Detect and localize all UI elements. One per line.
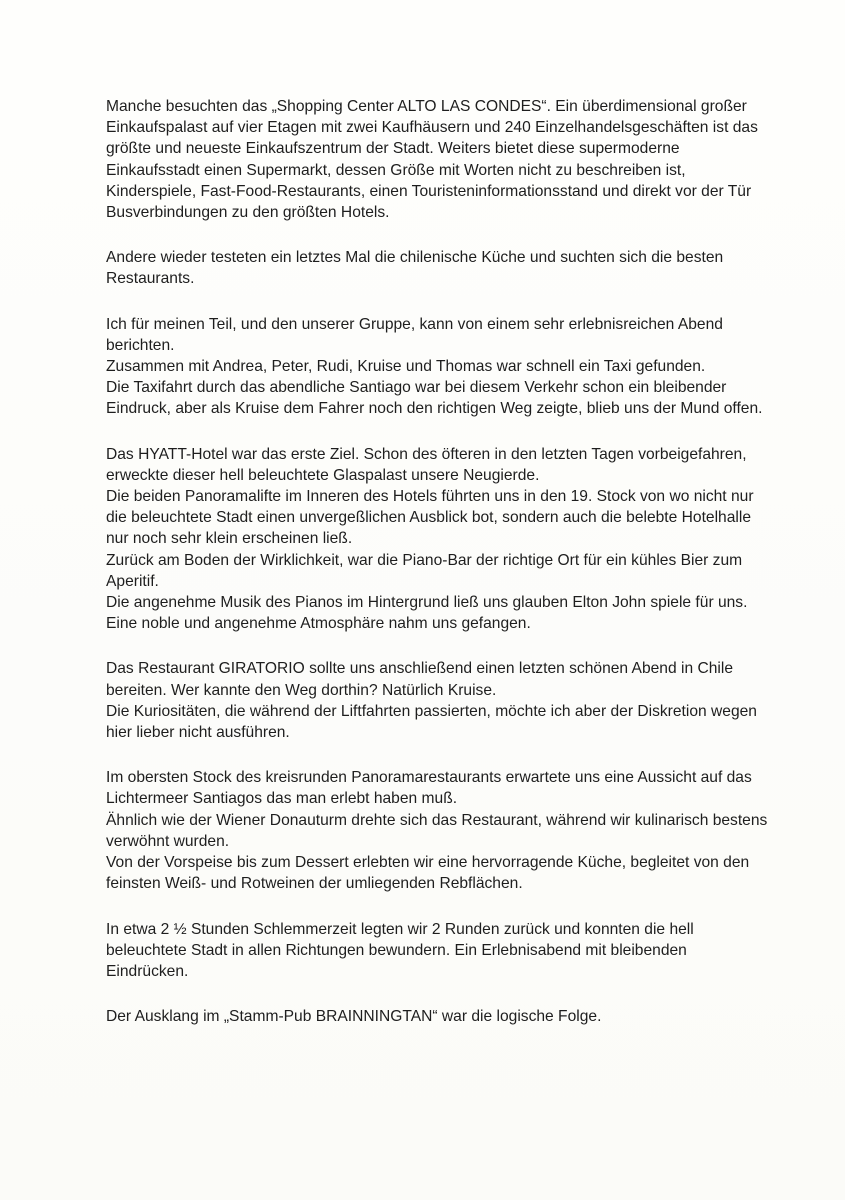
text-line: Zusammen mit Andrea, Peter, Rudi, Kruise und Thomas war schnell ein Taxi gefunden. xyxy=(106,358,706,376)
text-line: Zurück am Boden der Wirklichkeit, war die Piano-Bar der richtige Ort für ein kühles Bier zum Aperitif. xyxy=(106,551,743,590)
text-line: Das HYATT-Hotel war das erste Ziel. Schon des öfteren in den letzten Tagen vorbeigefahren, erweckte dieser hell beleuchtete Glaspalast unsere Neugierde. xyxy=(106,445,747,484)
paragraph-panorama-restaurant xyxy=(106,767,770,894)
paragraph-closing-pub xyxy=(106,1006,770,1027)
text-line: Ähnlich wie der Wiener Donauturm drehte sich das Restaurant, während wir kulinarisch bestens verwöhnt wurden. xyxy=(106,811,768,850)
document-body xyxy=(106,96,770,1051)
paragraph-chilean-cuisine xyxy=(106,247,770,289)
text-line: Die Kuriositäten, die während der Liftfahrten passierten, möchte ich aber der Diskretion wegen hier lieber nicht ausführen. xyxy=(106,702,757,742)
text-line: Manche besuchten das „Shopping Center ALTO LAS CONDES“. Ein überdimensional großer Einkaufspalast auf vier Etagen mit zwei Kaufhäusern und 240 Einzelhandelsgeschäften ist das größte und neueste Einkaufszentrum der Stadt. Weiters bietet diese supermoderne Einkaufsstadt einen Supermarkt, dessen Größe mit Worten nicht zu beschreiben ist, Kinderspiele, Fast-Food-Restaurants, einen Touristeninformationsstand und direkt vor der Tür Busverbindungen zu den größten Hotels. xyxy=(106,98,758,222)
paragraph-restaurant-giratorio xyxy=(106,658,770,743)
text-line: Die Taxifahrt durch das abendliche Santiago war bei diesem Verkehr schon ein bleibender Eindruck, aber als Kruise dem Fahrer noch den richtigen Weg zeigte, blieb uns der Mund offen. xyxy=(106,379,763,418)
paragraph-dining-duration xyxy=(106,919,770,983)
paragraph-shopping-center xyxy=(106,96,770,223)
text-line: Andere wieder testeten ein letztes Mal die chilenische Küche und suchten sich die besten Restaurants. xyxy=(106,249,724,288)
text-line: Die beiden Panoramalifte im Inneren des Hotels führten uns in den 19. Stock von wo nicht nur die beleuchtete Stadt einen unvergeßlichen Ausblick bot, sondern auch die belebte Hotelhalle nur noch sehr klein erscheinen ließ. xyxy=(106,488,754,548)
text-line: Im obersten Stock des kreisrunden Panoramarestaurants erwartete uns eine Aussicht auf das Lichtermeer Santiagos das man erlebt haben muß. xyxy=(106,769,752,808)
text-line: Ich für meinen Teil, und den unserer Gruppe, kann von einem sehr erlebnisreichen Abend berichten. xyxy=(106,315,723,354)
text-line: In etwa 2 ½ Stunden Schlemmerzeit legten wir 2 Runden zurück und konnten die hell beleuchtete Stadt in allen Richtungen bewundern. Ein Erlebnisabend mit bleibenden Eindrücken. xyxy=(106,920,694,980)
paragraph-evening-taxi xyxy=(106,314,770,420)
text-line: Von der Vorspeise bis zum Dessert erlebten wir eine hervorragende Küche, begleitet von den feinsten Weiß- und Rotweinen der umliegenden Rebflächen. xyxy=(106,854,750,893)
text-line: Der Ausklang im „Stamm-Pub BRAINNINGTAN“ war die logische Folge. xyxy=(106,1008,602,1026)
paragraph-hyatt-hotel xyxy=(106,444,770,635)
text-line: Die angenehme Musik des Pianos im Hintergrund ließ uns glauben Elton John spiele für uns. Eine noble und angenehme Atmosphäre nahm uns gefangen. xyxy=(106,594,748,633)
text-line: Das Restaurant GIRATORIO sollte uns anschließend einen letzten schönen Abend in Chile bereiten. Wer kannte den Weg dorthin? Natürlich Kruise. xyxy=(106,660,733,699)
